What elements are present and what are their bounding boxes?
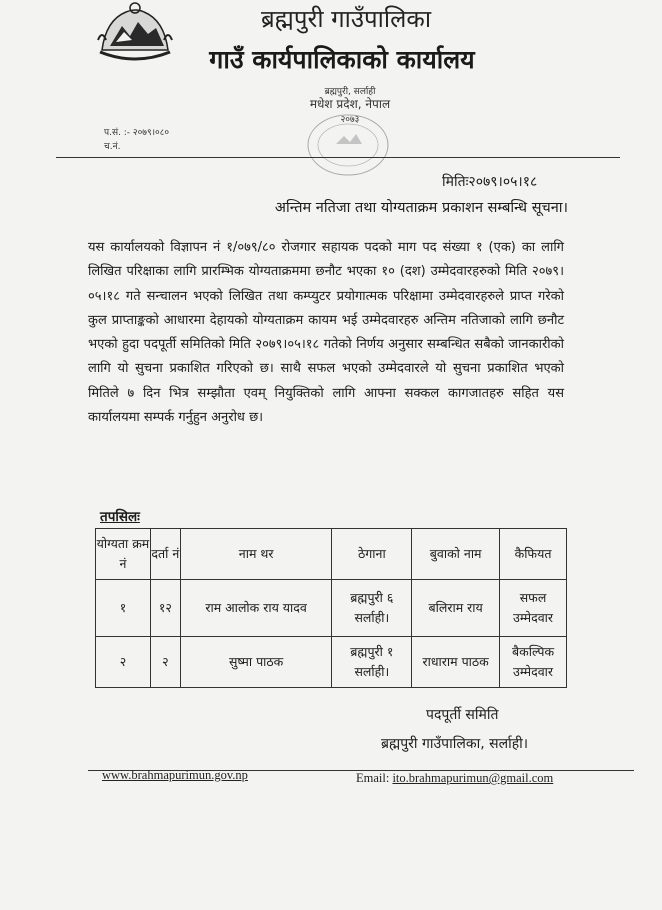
table-cell: बैकल्पिक उम्मेदवार [500,637,567,688]
table-cell: २ [96,637,151,688]
reference-number: प.सं. :- २०७९।०८० [104,128,170,138]
table-cell: २ [150,637,180,688]
table-cell: १२ [150,580,180,637]
details-label: तपसिलः [100,509,140,525]
dispatch-number: च.नं. [104,142,121,152]
signatory-organization: ब्रह्मपुरी गाउँपालिका, सर्लाही। [381,736,529,752]
table-cell: सुष्मा पाठक [180,637,332,688]
table-cell: राम आलोक राय यादव [180,580,332,637]
address-line-2: मधेश प्रदेश, नेपाल [309,97,391,111]
header-divider [56,157,620,158]
table-cell: बलिराम राय [412,580,500,637]
table-row [96,637,567,688]
column-header: दर्ता नं [150,529,180,580]
column-header: नाम थर [180,529,332,580]
column-header: कैफियत [500,529,567,580]
address-line-3: २०७३ [340,115,360,125]
signatory-committee: पदपूर्ती समिति [426,707,499,723]
notice-subject: अन्तिम नतिजा तथा योग्यताक्रम प्रकाशन सम्बन्धि सूचना। [274,200,568,216]
email-label: Email: [356,771,393,785]
office-name: गाउँ कार्यपालिकाको कार्यालय [209,45,475,74]
results-table [95,528,567,688]
notice-date: मितिः२०७९।०५।१८ [442,174,538,190]
table-cell: ब्रह्मपुरी ६ सर्लाही। [332,580,412,637]
government-emblem-icon [96,0,174,66]
column-header: बुवाको नाम [412,529,500,580]
table-cell: ब्रह्मपुरी १ सर्लाही। [332,637,412,688]
column-header: ठेगाना [332,529,412,580]
table-cell: राधाराम पाठक [412,637,500,688]
website-link[interactable]: www.brahmapurimun.gov.np [102,768,248,782]
table-cell: सफल उम्मेदवार [500,580,567,637]
address-line-1: ब्रह्मपुरी, सर्लाही [324,87,376,97]
email-link[interactable]: ito.brahmapurimun@gmail.com [392,771,554,785]
table-row [96,580,567,637]
column-header: योग्यता क्रम नं [96,529,151,580]
municipality-name: ब्रह्मपुरी गाउँपालिका [260,5,432,33]
table-cell: १ [96,580,151,637]
notice-body: यस कार्यालयको विज्ञापन नं १/०७९/८० रोजगार सहायक पदको माग पद संख्या १ (एक) का लागि लिखित परिक्षाका लागि प्रारम्भिक योग्यताक्रममा छनौट भएका १० (दश) उम्मेदवारहरुको मिति २०७९।०५।१८ गते सन्चालन भएको लिखित तथा कम्प्युटर प्रयोगात्मक परिक्षामा उम्मेदवारहरुले प्राप्त गरेको कुल प्राप्ताङ्कको आधारमा देहायको योग्यताक्रम कायम भई उम्मेदवारहरु अन्तिम नतिजाको लागि छनौट भएको हुदा पदपूर्ती समितिको मिति २०७९।०५।१८ गतेको निर्णय अनुसार सम्बन्धित सबैको जानकारीको लागि यो सुचना प्रकाशित गरिएको छ। साथै सफल भएको उम्मेदवारले यो सुचना प्रकाशित भएको मितिले ७ दिन भित्र सम्झौता एवम् नियुक्तिको लागि आफ्ना सक्कल कागजातहरु सहित यस कार्यालयमा सम्पर्क गर्नुहुन अनुरोध छ। [88,240,564,426]
office-stamp-icon [300,110,396,180]
table-header-row [96,529,567,580]
email-line [356,771,553,786]
